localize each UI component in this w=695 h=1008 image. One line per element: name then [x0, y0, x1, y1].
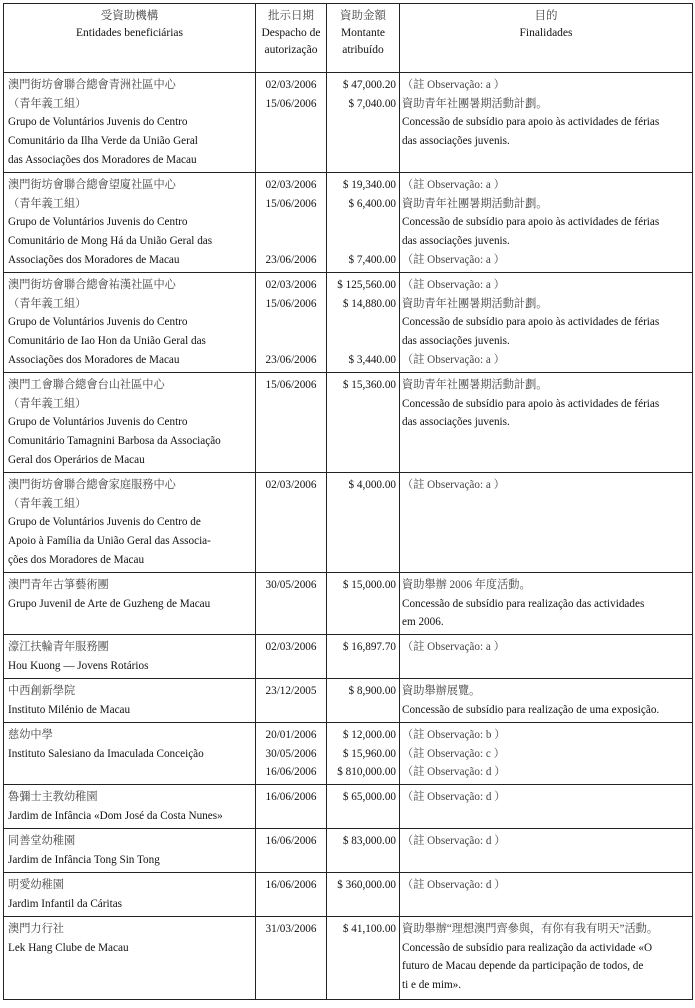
date-cell	[256, 173, 327, 273]
date-value: 16/06/2006	[265, 835, 317, 847]
amount-value: $ 15,360.00	[342, 379, 396, 391]
header-entities-pt: Entidades beneficiárias	[76, 27, 183, 39]
amount-cell	[327, 573, 400, 635]
entity-cell	[4, 873, 256, 917]
purpose-line: （註 Observação: d ）	[402, 766, 506, 779]
amount-value: $ 83,000.00	[342, 835, 396, 847]
entity-line: Geral dos Operários de Macau	[8, 453, 145, 466]
date-value: 23/12/2005	[265, 685, 317, 697]
entity-line: Grupo de Voluntários Juvenis do Centro	[8, 216, 188, 229]
table-row	[4, 785, 693, 829]
amount-value: $ 16,897.70	[342, 641, 396, 653]
amount-value	[327, 313, 396, 332]
date-cell	[256, 473, 327, 573]
entity-line: Instituto Salesiano da Imaculada Conceição	[8, 747, 204, 760]
amount-cell	[327, 373, 400, 473]
entity-line: Associações dos Moradores de Macau	[8, 253, 180, 266]
header-entities-zh: 受資助機構	[100, 10, 159, 22]
entity-line: 明愛幼稚園	[8, 879, 64, 891]
purpose-cell	[400, 73, 693, 173]
table-row	[4, 73, 693, 173]
entity-line: Hou Kuong — Jovens Rotários	[8, 659, 149, 672]
entity-cell	[4, 723, 256, 785]
date-value: 02/03/2006	[265, 479, 317, 491]
amount-cell	[327, 917, 400, 1000]
date-value: 31/03/2006	[265, 923, 317, 935]
purpose-line: （註 Observação: a ）	[402, 353, 505, 366]
entity-line: Grupo Juvenil de Arte de Guzheng de Macau	[8, 597, 211, 610]
amount-value: $ 810,000.00	[337, 766, 396, 779]
subsidy-table-sheet	[3, 3, 692, 1000]
amount-value: $ 6,400.00	[348, 197, 396, 210]
purpose-line: （註 Observação: d ）	[402, 835, 506, 847]
purpose-cell	[400, 873, 693, 917]
purpose-line: 資助青年社團暑期活動計劃。	[402, 379, 548, 391]
purpose-line: 資助青年社團暑期活動計劃。	[402, 297, 548, 310]
amount-cell	[327, 635, 400, 679]
table-header-row	[4, 4, 693, 73]
date-cell	[256, 273, 327, 373]
entity-line: 澳門街坊會聯合總會望廈社區中心	[8, 179, 176, 191]
entity-line: Grupo de Voluntários Juvenis do Centro	[8, 116, 188, 129]
date-value: 16/06/2006	[265, 791, 317, 803]
date-cell	[256, 73, 327, 173]
date-value	[256, 313, 326, 332]
amount-value: $ 19,340.00	[342, 179, 396, 191]
purpose-line: （註 Observação: b ）	[402, 729, 506, 741]
amount-value: $ 7,400.00	[348, 253, 396, 266]
entity-line: Instituto Milénio de Macau	[8, 703, 131, 716]
amount-cell	[327, 679, 400, 723]
entity-line: 同善堂幼稚園	[8, 835, 76, 847]
entity-line: ções dos Moradores de Macau	[8, 553, 145, 566]
purpose-line: （註 Observação: a ）	[402, 279, 505, 291]
amount-cell	[327, 829, 400, 873]
date-value: 20/01/2006	[265, 729, 317, 741]
entity-line: Comunitário Tamagnini Barbosa da Associação	[8, 435, 221, 448]
amount-value: $ 14,880.00	[342, 297, 396, 310]
purpose-line: （註 Observação: d ）	[402, 879, 506, 891]
purpose-line: （註 Observação: c ）	[402, 747, 505, 760]
purpose-line: 資助舉辦 2006 年度活動。	[402, 579, 531, 591]
date-value: 02/03/2006	[265, 279, 317, 291]
purpose-line: Concessão de subsídio para realização das actividades	[402, 597, 645, 610]
date-cell	[256, 373, 327, 473]
date-value	[256, 332, 326, 351]
header-date-pt-2: autorização	[264, 44, 318, 56]
amount-cell	[327, 723, 400, 785]
header-amount-zh: 資助金額	[340, 10, 386, 22]
purpose-line: 資助青年社團暑期活動計劃。	[402, 97, 548, 110]
purpose-cell	[400, 829, 693, 873]
date-value: 23/06/2006	[265, 353, 317, 366]
entity-line: 魯彌士主教幼稚園	[8, 791, 98, 803]
entity-line: Grupo de Voluntários Juvenis do Centro	[8, 316, 188, 329]
header-amount-pt-2: atribuído	[342, 44, 384, 56]
amount-value: $ 8,900.00	[348, 685, 396, 697]
amount-cell	[327, 873, 400, 917]
date-value	[256, 232, 326, 251]
purpose-line: das associações juvenis.	[402, 335, 510, 348]
amount-value	[327, 232, 396, 251]
entity-cell	[4, 829, 256, 873]
table-row	[4, 917, 693, 1000]
purpose-cell	[400, 273, 693, 373]
purpose-line: （註 Observação: a ）	[402, 641, 505, 653]
purpose-line: 資助舉辦展覽。	[402, 685, 481, 697]
amount-cell	[327, 173, 400, 273]
date-value: 16/06/2006	[265, 766, 317, 779]
purpose-line: 資助舉辦“理想澳門齊參與，有你有我有明天”活動。	[402, 923, 659, 935]
table-row	[4, 273, 693, 373]
table-row	[4, 573, 693, 635]
amount-cell	[327, 273, 400, 373]
table-row	[4, 723, 693, 785]
amount-value: $ 7,040.00	[348, 97, 396, 110]
header-purpose	[400, 4, 693, 73]
entity-cell	[4, 473, 256, 573]
table-row	[4, 829, 693, 873]
entity-cell	[4, 679, 256, 723]
header-date-pt-1: Despacho de	[261, 27, 321, 39]
purpose-cell	[400, 473, 693, 573]
entity-line: 澳門工會聯合總會台山社區中心	[8, 379, 165, 391]
amount-value: $ 12,000.00	[342, 729, 396, 741]
purpose-line: Concessão de subsídio para apoio às actividades de férias	[402, 116, 660, 129]
entity-line: Grupo de Voluntários Juvenis do Centro	[8, 416, 188, 429]
amount-value: $ 15,960.00	[342, 747, 396, 760]
entity-line: （青年義工組）	[8, 197, 87, 210]
entity-line: 慈幼中學	[8, 729, 53, 741]
entity-line: 中西創新學院	[8, 685, 76, 697]
amount-value: $ 15,000.00	[342, 579, 396, 591]
entity-line: Lek Hang Clube de Macau	[8, 941, 129, 954]
purpose-cell	[400, 573, 693, 635]
purpose-line: （註 Observação: a ）	[402, 179, 505, 191]
entity-cell	[4, 573, 256, 635]
entity-cell	[4, 273, 256, 373]
date-value: 15/06/2006	[265, 197, 317, 210]
table-row	[4, 173, 693, 273]
date-cell	[256, 873, 327, 917]
date-cell	[256, 917, 327, 1000]
purpose-line: ti e de mim».	[402, 979, 462, 992]
amount-value: $ 360,000.00	[337, 879, 396, 891]
table-row	[4, 635, 693, 679]
table-row	[4, 373, 693, 473]
entity-line: Associações dos Moradores de Macau	[8, 353, 180, 366]
date-value: 15/06/2006	[265, 297, 317, 310]
date-value: 30/05/2006	[265, 579, 317, 591]
date-value: 23/06/2006	[265, 253, 317, 266]
purpose-line: 資助青年社團暑期活動計劃。	[402, 197, 548, 210]
entity-line: 澳門街坊會聯合總會家庭服務中心	[8, 479, 176, 491]
purpose-line: Concessão de subsídio para realização de uma exposição.	[402, 703, 660, 716]
header-purpose-zh: 目的	[534, 10, 558, 22]
purpose-line: futuro de Macau depende da participação de todos, de	[402, 960, 644, 973]
entity-line: （青年義工組）	[8, 397, 87, 410]
purpose-line: Concessão de subsídio para apoio às actividades de férias	[402, 216, 660, 229]
amount-cell	[327, 785, 400, 829]
date-cell	[256, 679, 327, 723]
amount-value: $ 4,000.00	[348, 479, 396, 491]
purpose-line: das associações juvenis.	[402, 416, 510, 429]
date-value: 02/03/2006	[265, 641, 317, 653]
entity-line: （青年義工組）	[8, 97, 87, 110]
purpose-line: Concessão de subsídio para apoio às actividades de férias	[402, 397, 660, 410]
header-amount-pt-1: Montante	[340, 27, 386, 39]
purpose-line: （註 Observação: a ）	[402, 253, 505, 266]
purpose-cell	[400, 373, 693, 473]
date-cell	[256, 829, 327, 873]
date-value: 15/06/2006	[265, 379, 317, 391]
purpose-line: das associações juvenis.	[402, 235, 510, 248]
date-value: 02/03/2006	[265, 79, 317, 91]
purpose-line: Concessão de subsídio para realização da actividade «O	[402, 941, 653, 954]
table-row	[4, 473, 693, 573]
date-value: 15/06/2006	[265, 97, 317, 110]
table-body	[4, 73, 693, 1000]
header-date-zh: 批示日期	[268, 10, 314, 22]
amount-value: $ 47,000.20	[342, 79, 396, 91]
date-value: 16/06/2006	[265, 879, 317, 891]
entity-line: 澳門力行社	[8, 923, 64, 935]
entity-line: 澳門街坊會聯合總會祐漢社區中心	[8, 279, 176, 291]
date-cell	[256, 635, 327, 679]
table-row	[4, 873, 693, 917]
entity-line: （青年義工組）	[8, 297, 87, 310]
date-cell	[256, 723, 327, 785]
purpose-cell	[400, 917, 693, 1000]
amount-cell	[327, 73, 400, 173]
date-value: 02/03/2006	[265, 179, 317, 191]
entity-cell	[4, 635, 256, 679]
entity-line: （青年義工組）	[8, 497, 87, 510]
purpose-cell	[400, 785, 693, 829]
table-row	[4, 679, 693, 723]
purpose-line: （註 Observação: d ）	[402, 791, 506, 803]
entity-cell	[4, 373, 256, 473]
amount-value: $ 65,000.00	[342, 791, 396, 803]
entity-line: 澳門青年古箏藝術團	[8, 579, 109, 591]
purpose-line: Concessão de subsídio para apoio às actividades de férias	[402, 316, 660, 329]
entity-line: 濠江扶輪青年服務團	[8, 641, 109, 653]
date-cell	[256, 785, 327, 829]
header-date	[256, 4, 327, 73]
purpose-cell	[400, 723, 693, 785]
subsidy-table	[3, 3, 693, 1000]
entity-line: Comunitário de Mong Há da União Geral das	[8, 235, 213, 248]
purpose-line: das associações juvenis.	[402, 135, 510, 148]
header-entities	[4, 4, 256, 73]
amount-value	[327, 213, 396, 232]
amount-value: $ 41,100.00	[342, 923, 396, 935]
purpose-line: em 2006.	[402, 616, 444, 629]
entity-line: Comunitário da Ilha Verde da União Geral	[8, 135, 198, 148]
entity-cell	[4, 173, 256, 273]
amount-value: $ 125,560.00	[337, 279, 396, 291]
purpose-cell	[400, 635, 693, 679]
entity-line: Grupo de Voluntários Juvenis do Centro de	[8, 516, 201, 529]
date-value: 30/05/2006	[265, 747, 317, 760]
amount-cell	[327, 473, 400, 573]
entity-cell	[4, 785, 256, 829]
header-amount	[327, 4, 400, 73]
purpose-line: （註 Observação: a ）	[402, 479, 505, 491]
purpose-cell	[400, 173, 693, 273]
date-value	[256, 213, 326, 232]
entity-cell	[4, 917, 256, 1000]
amount-value	[327, 332, 396, 351]
entity-line: Jardim de Infância «Dom José da Costa Nunes»	[8, 809, 223, 822]
entity-line: Apoio à Família da União Geral das Associa-	[8, 535, 211, 548]
header-purpose-pt: Finalidades	[519, 27, 573, 39]
entity-cell	[4, 73, 256, 173]
entity-line: Jardim Infantil da Cáritas	[8, 897, 123, 910]
entity-line: das Associações dos Moradores de Macau	[8, 153, 197, 166]
date-cell	[256, 573, 327, 635]
purpose-cell	[400, 679, 693, 723]
purpose-line: （註 Observação: a ）	[402, 79, 505, 91]
entity-line: Jardim de Infância Tong Sin Tong	[8, 853, 160, 866]
entity-line: 澳門街坊會聯合總會青洲社區中心	[8, 79, 176, 91]
entity-line: Comunitário de Iao Hon da União Geral das	[8, 335, 206, 348]
amount-value: $ 3,440.00	[348, 353, 396, 366]
